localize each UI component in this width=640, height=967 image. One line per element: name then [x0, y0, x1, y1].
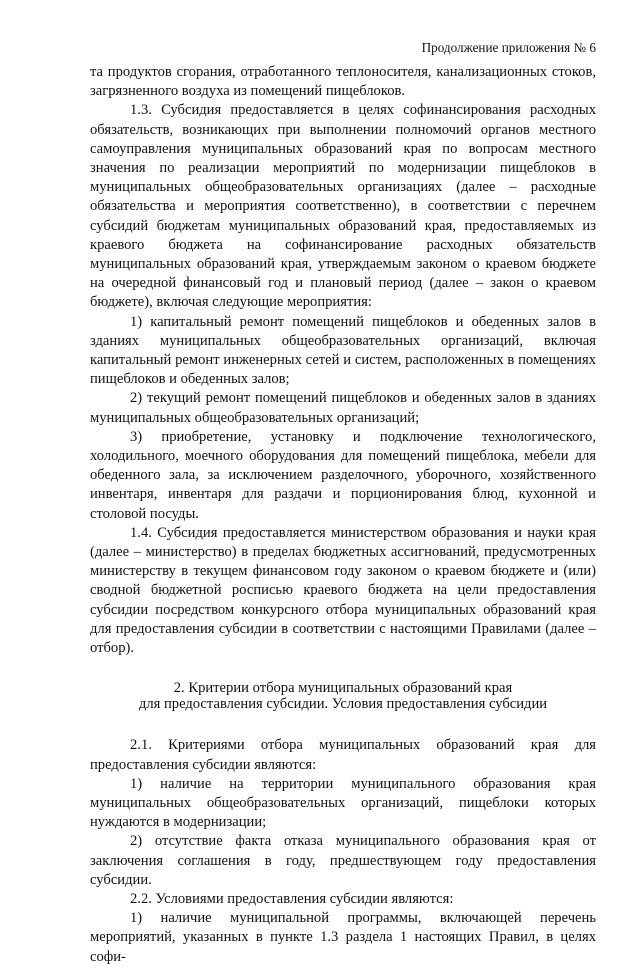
criterion-item-1: 1) наличие на территории муниципального образования края муниципальных общеобразовательных организаций, пищеблоки которых нуждаются в модернизации; — [90, 775, 596, 831]
page-header-continuation: Продолжение приложения № 6 — [421, 40, 596, 55]
condition-item-1: 1) наличие муниципальной программы, включающей перечень мероприятий, указанных в пункте 1.3 раздела 1 настоящих Правил, в целях софи- — [90, 910, 596, 965]
paragraph-1-4: 1.4. Субсидия предоставляется министерством образования и науки края (далее – министерство) в пределах бюджетных ассигнований, предусмотренных министерству в текущем финансовом году законом о краевом бюджете и (или) сводной бюджетной росписью краевого бюджета на цели предоставления субсидии посредством конкурсного отбора муниципальных образований края для предоставления субсидии в соответствии с настоящими Правилами (далее – отбор). — [90, 524, 596, 657]
section-2-heading-line-1: 2. Критерии отбора муниципальных образований края — [173, 680, 513, 697]
paragraph-2-2: 2.2. Условиями предоставления субсидии являются: — [130, 890, 454, 907]
paragraph-1-3: 1.3. Субсидия предоставляется в целях софинансирования расходных обязательств, возникающих при выполнении полномочий органов местного самоуправления муниципальных образований края по вопросам местного значения по реализации мероприятий по модернизации пищеблоков в муниципальных общеобразовательных организациях (далее – расходные обязательства и мероприятия соответственно), в соответствии с перечнем субсидий бюджетам муниципальных образований края, предоставляемых из краевого бюджета на софинансирование расходных обязательств муниципальных образований края, утверждаемым законом о краевом бюджете на очередной финансовый год и плановый период (далее – закон о краевом бюджете), включая следующие мероприятия: — [90, 102, 596, 311]
paragraph-continued: та продуктов сгорания, отработанного теплоносителя, канализационных стоков, загрязненного воздуха из помещений пищеблоков. — [90, 64, 596, 100]
criterion-item-2: 2) отсутствие факта отказа муниципального образования края от заключения соглашения в году, предшествующем году предоставления субсидии. — [90, 833, 596, 888]
list-item-equipment: 3) приобретение, установку и подключение технологического, холодильного, моечного оборудования для помещений пищеблока, мебели для обеденного зала, за исключением разделочного, уборочного, хозяйственного инвентаря, инвентаря для раздачи и порционирования блюд, кухонной и столовой посуды. — [90, 428, 596, 522]
section-2-heading — [90, 680, 596, 712]
paragraph-2-1: 2.1. Критериями отбора муниципальных образований края для предоставления субсидии являются: — [90, 737, 596, 773]
list-item-capital-repair: 1) капитальный ремонт помещений пищеблоков и обеденных залов в зданиях муниципальных общеобразовательных организаций, включая капитальный ремонт инженерных сетей и систем, расположенных в помещениях пищеблоков и обеденных залов; — [90, 313, 596, 388]
section-2-heading-line-2: для предоставления субсидии. Условия предоставления субсидии — [138, 696, 548, 713]
list-item-current-repair: 2) текущий ремонт помещений пищеблоков и обеденных залов в зданиях муниципальных общеобразовательных организаций; — [90, 390, 596, 426]
document-body — [90, 63, 596, 967]
